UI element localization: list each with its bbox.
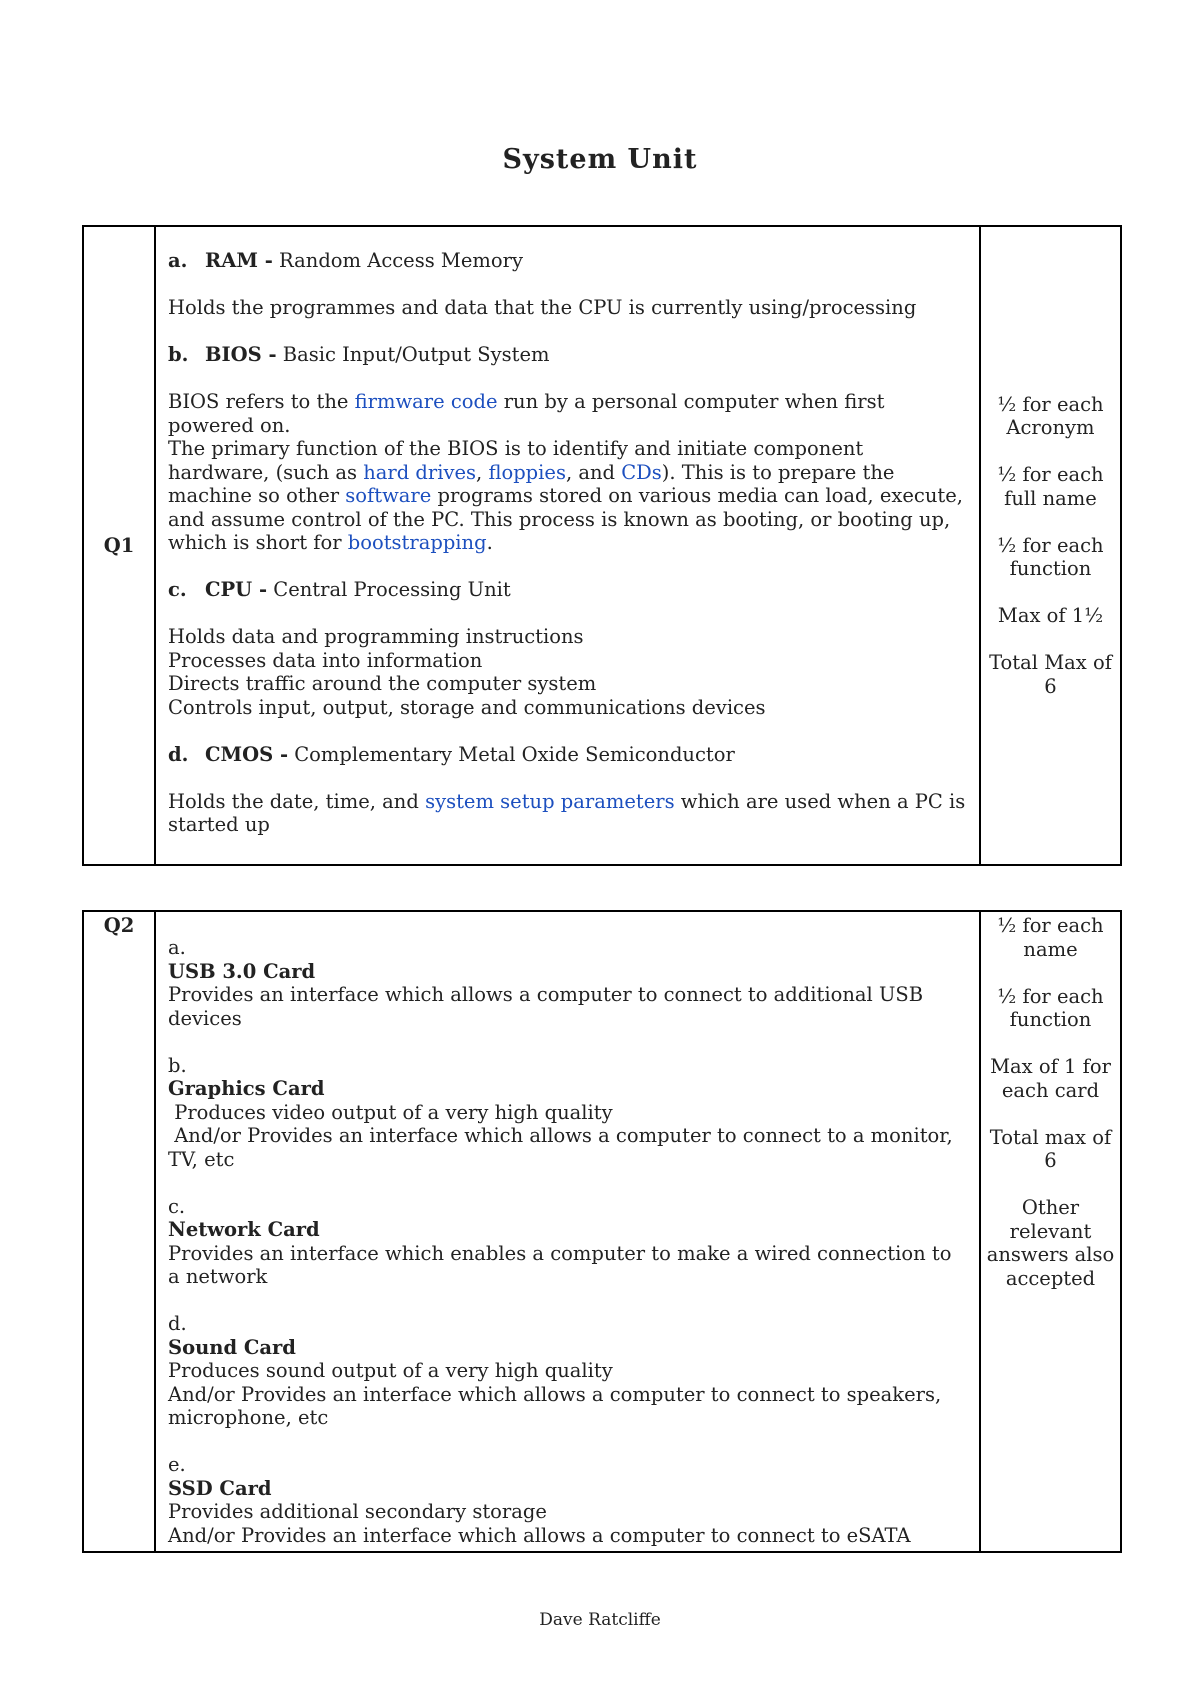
q2-item: b. Graphics Card Produces video output of a very high quality And/or Provides an interface which allows a computer to connect to a monitor, TV, etc <box>168 1053 959 1171</box>
q2-mark: ½ for each function <box>997 984 1104 1031</box>
floppies-link[interactable]: floppies <box>488 460 566 484</box>
q1-item-c-line: Processes data into information <box>168 648 483 672</box>
q2-content <box>155 911 980 1552</box>
q2-mark: ½ for each name <box>997 914 1104 961</box>
q2-item: e. SSD Card Provides additional secondary storage And/or Provides an interface which allows a computer to connect to eSATA <box>168 1453 911 1547</box>
hard-drives-link[interactable]: hard drives <box>363 460 477 484</box>
q1-mark: ½ for each Acronym <box>997 392 1104 440</box>
q2-item: c. Network Card Provides an interface which enables a computer to make a wired connection to a network <box>168 1194 952 1288</box>
q1-mark: ½ for each full name <box>997 463 1104 510</box>
q1-item-b-text-1: BIOS refers to the firmware code run by a personal computer when first powered on. <box>168 390 885 437</box>
q2-mark: Total max of 6 <box>989 1125 1112 1172</box>
footer-author: Dave Ratcliffe <box>539 1610 661 1630</box>
q1-item-a-text: Holds the programmes and data that the CPU is currently using/processing <box>168 296 917 319</box>
cds-link[interactable]: CDs <box>621 460 662 484</box>
q1-item-b-text-2: The primary function of the BIOS is to identify and initiate component hardware, (such as hard drives, floppies, and CDs). This is to prepare the machine so other software programs stored on various media can load, execute, and assume control of the PC. This process is known as booting, or booting up, which is short for bootstrapping. <box>168 437 963 554</box>
q1-mark: ½ for each function <box>997 533 1104 581</box>
q1-item-c-line: Directs traffic around the computer system <box>168 672 597 695</box>
q1-item-d-text: Holds the date, time, and system setup parameters which are used when a PC is started up <box>168 789 966 836</box>
q1-mark: Max of 1½ <box>997 604 1104 628</box>
q1-label: Q1 <box>83 226 155 865</box>
q1-table <box>82 225 1122 866</box>
system-setup-parameters-link[interactable]: system setup parameters <box>425 789 675 813</box>
q1-item-b-heading: b. BIOS - Basic Input/Output System <box>168 343 550 366</box>
q2-marks <box>980 911 1121 1552</box>
bootstrapping-link[interactable]: bootstrapping <box>347 531 487 554</box>
q1-marks <box>980 226 1121 865</box>
q2-table <box>82 910 1122 1553</box>
software-link[interactable]: software <box>345 484 432 507</box>
q2-item: a. USB 3.0 Card Provides an interface which allows a computer to connect to additional USB devices <box>168 936 924 1030</box>
q1-item-c-line: Holds data and programming instructions <box>168 625 584 648</box>
firmware-code-link[interactable]: firmware code <box>354 390 498 413</box>
q2-mark: Other relevant answers also accepted <box>986 1196 1115 1290</box>
page-title: System Unit <box>502 144 698 175</box>
q1-item-c-heading: c. CPU - Central Processing Unit <box>168 578 511 601</box>
q1-content <box>155 226 980 865</box>
q1-mark: Total Max of 6 <box>989 651 1112 698</box>
q1-item-c-line: Controls input, output, storage and communications devices <box>168 695 766 719</box>
q2-label: Q2 <box>83 911 155 1552</box>
q1-item-a-heading: a. RAM - Random Access Memory <box>168 249 523 272</box>
q1-item-d-heading: d. CMOS - Complementary Metal Oxide Semiconductor <box>168 742 735 766</box>
q2-mark: Max of 1 for each card <box>990 1055 1111 1102</box>
q2-item: d. Sound Card Produces sound output of a very high quality And/or Provides an interface which allows a computer to connect to speakers, microphone, etc <box>168 1312 942 1429</box>
